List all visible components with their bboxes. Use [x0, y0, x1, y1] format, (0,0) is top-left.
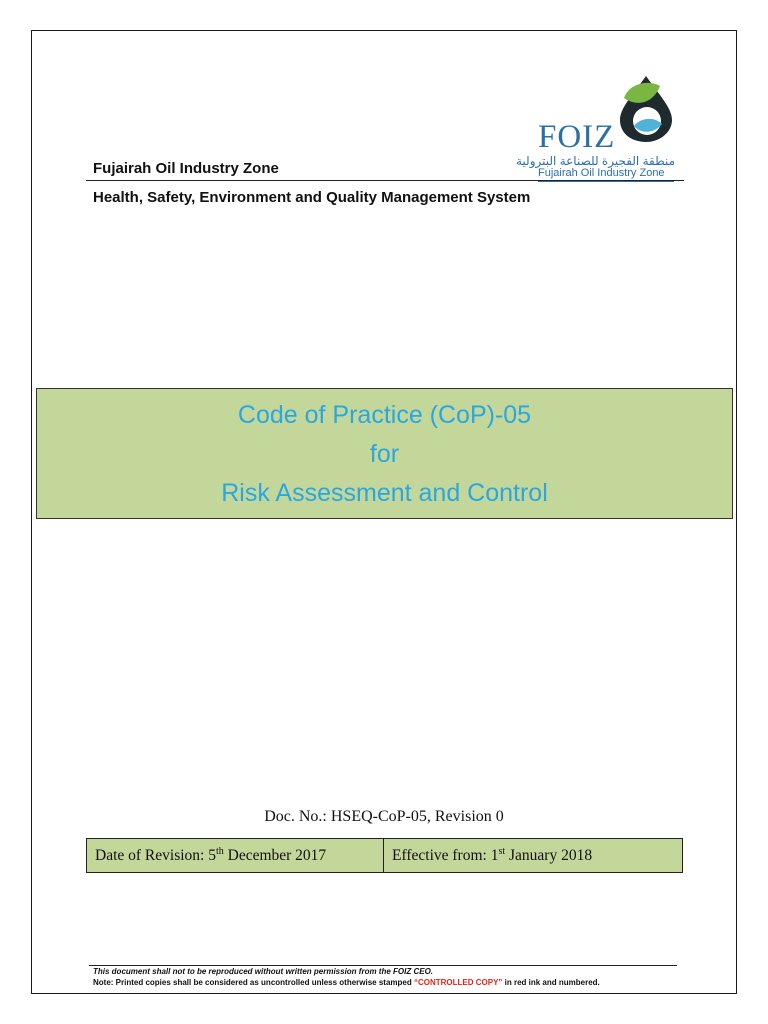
controlled-copy-stamp-text: “CONTROLLED COPY” [413, 978, 503, 987]
logo-underline [538, 181, 674, 182]
oil-drop-leaf-icon [610, 74, 680, 144]
logo-english-name: Fujairah Oil Industry Zone [538, 167, 665, 179]
table-row [87, 839, 683, 873]
effective-from-cell: Effective from: 1st January 2018 [384, 839, 683, 873]
logo-arabic-name: منطقة الفجيرة للصناعة البترولية [516, 154, 675, 168]
document-title-box [36, 388, 733, 519]
title-line-1: Code of Practice (CoP)-05 [237, 401, 532, 429]
organization-name: Fujairah Oil Industry Zone [93, 160, 279, 177]
title-line-3: Risk Assessment and Control [221, 479, 548, 507]
dates-table [86, 838, 683, 873]
footer-divider [89, 965, 677, 966]
foiz-logo [516, 74, 683, 184]
management-system-name: Health, Safety, Environment and Quality Management System [93, 189, 531, 206]
document-number: Doc. No.: HSEQ-CoP-05, Revision 0 [264, 808, 504, 825]
logo-wordmark: FOIZ [538, 119, 616, 155]
date-of-revision-cell: Date of Revision: 5th December 2017 [87, 839, 384, 873]
header-divider [86, 180, 684, 181]
title-line-2: for [369, 440, 400, 468]
controlled-copy-note: Note: Printed copies shall be considered as uncontrolled unless otherwise stamped “CONTROLLED COPY” in red ink and numbered. [93, 978, 600, 987]
reproduction-notice: This document shall not to be reproduced without written permission from the FOIZ CEO. [93, 967, 434, 976]
